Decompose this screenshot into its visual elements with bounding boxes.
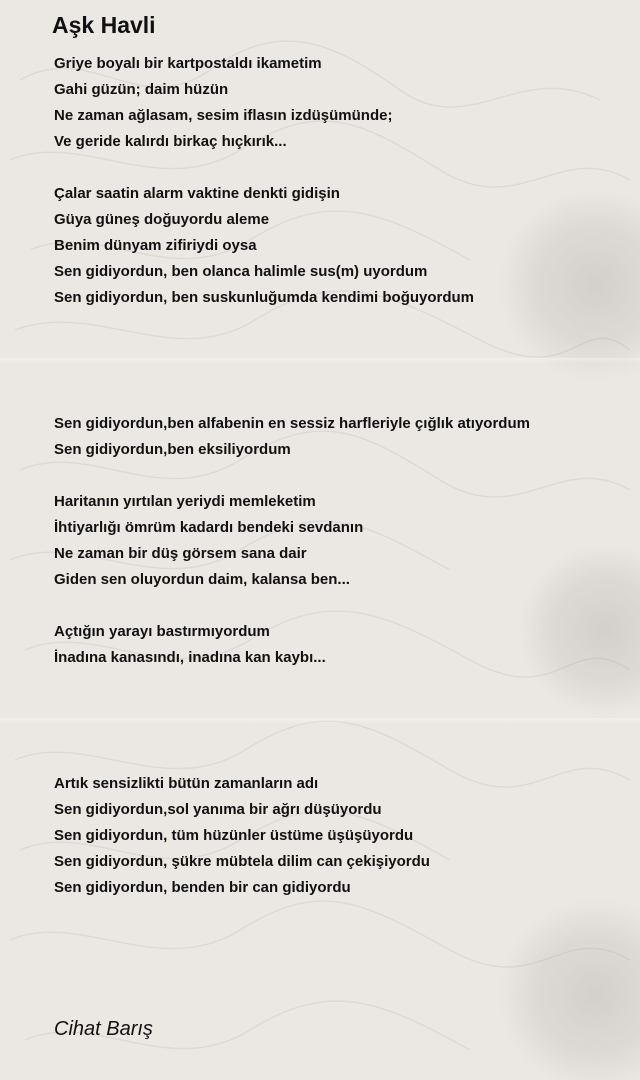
poem-line: Ne zaman ağlasam, sesim iflasın izdüşümünde; xyxy=(54,107,393,124)
poem-line: Artık sensizlikti bütün zamanların adı xyxy=(54,775,319,792)
poem-line: Güya güneş doğuyordu aleme xyxy=(54,211,270,228)
poem-line: Griye boyalı bir kartpostaldı ikametim xyxy=(54,55,322,72)
poem-line: Sen gidiyordun, tüm hüzünler üstüme üşüşüyordu xyxy=(54,827,414,844)
poem-line: Sen gidiyordun,ben eksiliyordum xyxy=(54,441,291,458)
poem-line: Sen gidiyordun, ben olanca halimle sus(m) uyordum xyxy=(54,263,428,280)
poem-line: Gahi güzün; daim hüzün xyxy=(54,81,229,98)
poem-author: Cihat Barış xyxy=(54,1018,153,1040)
poem-line: İhtiyarlığı ömrüm kadardı bendeki sevdanın xyxy=(54,519,364,536)
paper-fold xyxy=(0,358,640,364)
poem-title: Aşk Havli xyxy=(52,12,156,38)
poem-line: Ne zaman bir düş görsem sana dair xyxy=(54,545,307,562)
poem-line: Ve geride kalırdı birkaç hıçkırık... xyxy=(54,133,287,150)
poem-line: Sen gidiyordun, şükre mübtela dilim can çekişiyordu xyxy=(54,853,430,870)
poem-line: Giden sen oluyordun daim, kalansa ben... xyxy=(54,571,350,588)
stanza xyxy=(54,619,326,671)
stanza xyxy=(54,411,530,463)
poem-line: Sen gidiyordun,sol yanıma bir ağrı düşüyordu xyxy=(54,801,382,818)
paper-fold xyxy=(0,718,640,724)
stanza xyxy=(54,51,392,155)
poem-line: Sen gidiyordun,ben alfabenin en sessiz harfleriyle çığlık atıyordum xyxy=(54,415,530,432)
poem-line: Haritanın yırtılan yeriydi memleketim xyxy=(54,493,316,510)
poem-line: Sen gidiyordun, benden bir can gidiyordu xyxy=(54,879,351,896)
poem-line: Açtığın yarayı bastırmıyordum xyxy=(54,623,270,640)
poem-line: İnadına kanasındı, inadına kan kaybı... xyxy=(54,649,326,666)
stanza xyxy=(54,489,363,593)
poem-line: Benim dünyam zifiriydi oysa xyxy=(54,237,257,254)
stanza xyxy=(54,771,430,901)
poem-line: Sen gidiyordun, ben suskunluğumda kendimi boğuyordum xyxy=(54,289,475,306)
poem-line: Çalar saatin alarm vaktine denkti gidişin xyxy=(54,185,340,202)
stanza xyxy=(54,181,474,311)
